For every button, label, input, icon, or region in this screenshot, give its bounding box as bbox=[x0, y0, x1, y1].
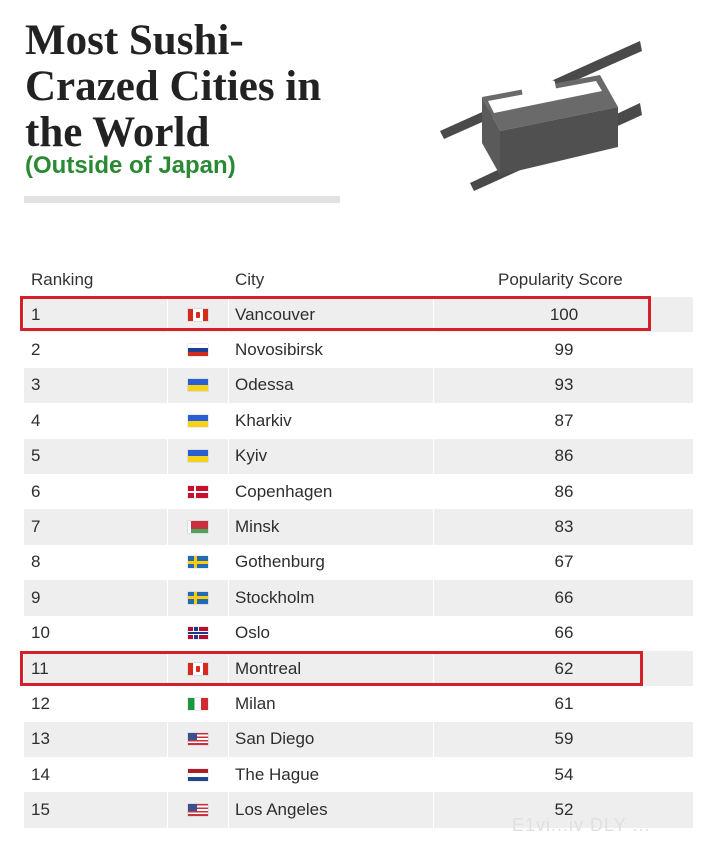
rank-cell: 6 bbox=[31, 481, 41, 501]
flag-cell bbox=[167, 368, 229, 403]
city-cell: Novosibirsk bbox=[235, 340, 323, 360]
flag-cell bbox=[167, 580, 229, 615]
title-divider bbox=[24, 196, 340, 203]
table-row bbox=[24, 686, 693, 721]
flag-ru-icon bbox=[188, 344, 208, 356]
page-subtitle: (Outside of Japan) bbox=[25, 152, 236, 179]
flag-cell bbox=[167, 651, 229, 686]
header-ranking: Ranking bbox=[31, 270, 94, 289]
score-cell: 66 bbox=[433, 616, 694, 651]
title-line-3: the World bbox=[25, 109, 210, 156]
flag-cell bbox=[167, 403, 229, 438]
flag-cell bbox=[167, 474, 229, 509]
city-cell: Gothenburg bbox=[235, 552, 325, 572]
score-cell: 100 bbox=[433, 297, 694, 332]
flag-cell bbox=[167, 686, 229, 721]
flag-cell bbox=[167, 792, 229, 827]
table-row bbox=[24, 651, 693, 686]
flag-us-icon bbox=[188, 804, 208, 816]
flag-ca-icon bbox=[188, 309, 208, 321]
city-cell: San Diego bbox=[235, 729, 315, 749]
rank-cell: 11 bbox=[31, 658, 49, 678]
flag-by-icon bbox=[188, 521, 208, 533]
table-row bbox=[24, 368, 693, 403]
score-cell: 86 bbox=[433, 474, 694, 509]
score-cell: 59 bbox=[433, 722, 694, 757]
table-row bbox=[24, 545, 693, 580]
city-cell: Minsk bbox=[235, 517, 280, 537]
rank-cell: 10 bbox=[31, 623, 50, 643]
table-row bbox=[24, 474, 693, 509]
title-line-1: Most Sushi- bbox=[25, 17, 244, 64]
table-row bbox=[24, 332, 693, 367]
score-cell: 83 bbox=[433, 509, 694, 544]
score-cell: 93 bbox=[433, 368, 694, 403]
flag-no-icon bbox=[188, 627, 208, 639]
flag-dk-icon bbox=[188, 486, 208, 498]
table-row bbox=[24, 439, 693, 474]
rank-cell: 15 bbox=[31, 800, 50, 820]
table-row bbox=[24, 403, 693, 438]
rank-cell: 7 bbox=[31, 517, 41, 537]
flag-se-icon bbox=[188, 556, 208, 568]
rank-cell: 13 bbox=[31, 729, 50, 749]
city-cell: Odessa bbox=[235, 375, 294, 395]
score-cell: 87 bbox=[433, 403, 694, 438]
city-cell: Los Angeles bbox=[235, 800, 328, 820]
flag-ua-icon bbox=[188, 450, 208, 462]
city-cell: Oslo bbox=[235, 623, 270, 643]
table-row bbox=[24, 509, 693, 544]
flag-cell bbox=[167, 297, 229, 332]
flag-us-icon bbox=[188, 733, 208, 745]
city-cell: Stockholm bbox=[235, 587, 315, 607]
ranking-table bbox=[24, 297, 693, 828]
flag-cell bbox=[167, 439, 229, 474]
score-cell: 86 bbox=[433, 439, 694, 474]
score-cell: 66 bbox=[433, 580, 694, 615]
header-popularity-score: Popularity Score bbox=[498, 270, 623, 289]
rank-cell: 8 bbox=[31, 552, 41, 572]
city-cell: Kyiv bbox=[235, 446, 268, 466]
title-line-2: Crazed Cities in bbox=[25, 63, 322, 110]
page-title bbox=[25, 18, 355, 156]
flag-cell bbox=[167, 616, 229, 651]
rank-cell: 3 bbox=[31, 375, 41, 395]
flag-cell bbox=[167, 757, 229, 792]
flag-se-icon bbox=[188, 592, 208, 604]
sushi-chopsticks-icon bbox=[430, 35, 645, 195]
score-cell: 62 bbox=[433, 651, 694, 686]
rank-cell: 12 bbox=[31, 693, 50, 713]
city-cell: The Hague bbox=[235, 764, 320, 784]
rank-cell: 9 bbox=[31, 587, 41, 607]
rank-cell: 5 bbox=[31, 446, 41, 466]
score-cell: 61 bbox=[433, 686, 694, 721]
city-cell: Montreal bbox=[235, 658, 302, 678]
flag-cell bbox=[167, 545, 229, 580]
score-cell: 67 bbox=[433, 545, 694, 580]
flag-ua-icon bbox=[188, 379, 208, 391]
rank-cell: 4 bbox=[31, 410, 41, 430]
flag-cell bbox=[167, 509, 229, 544]
score-cell: 99 bbox=[433, 332, 694, 367]
flag-ca-icon bbox=[188, 663, 208, 675]
rank-cell: 2 bbox=[31, 340, 41, 360]
flag-cell bbox=[167, 722, 229, 757]
rank-cell: 1 bbox=[31, 304, 41, 324]
city-cell: Milan bbox=[235, 693, 276, 713]
score-cell: 52 bbox=[433, 792, 694, 827]
flag-cell bbox=[167, 332, 229, 367]
score-cell: 54 bbox=[433, 757, 694, 792]
rank-cell: 14 bbox=[31, 764, 50, 784]
flag-ua-icon bbox=[188, 415, 208, 427]
header-city: City bbox=[235, 270, 265, 289]
city-cell: Kharkiv bbox=[235, 410, 292, 430]
flag-nl-icon bbox=[188, 769, 208, 781]
flag-it-icon bbox=[188, 698, 208, 710]
table-row bbox=[24, 722, 693, 757]
table-row bbox=[24, 297, 693, 332]
table-row bbox=[24, 757, 693, 792]
watermark: E1vi...iv DLY ... bbox=[512, 815, 651, 835]
city-cell: Copenhagen bbox=[235, 481, 333, 501]
table-row bbox=[24, 580, 693, 615]
city-cell: Vancouver bbox=[235, 304, 316, 324]
table-row bbox=[24, 616, 693, 651]
